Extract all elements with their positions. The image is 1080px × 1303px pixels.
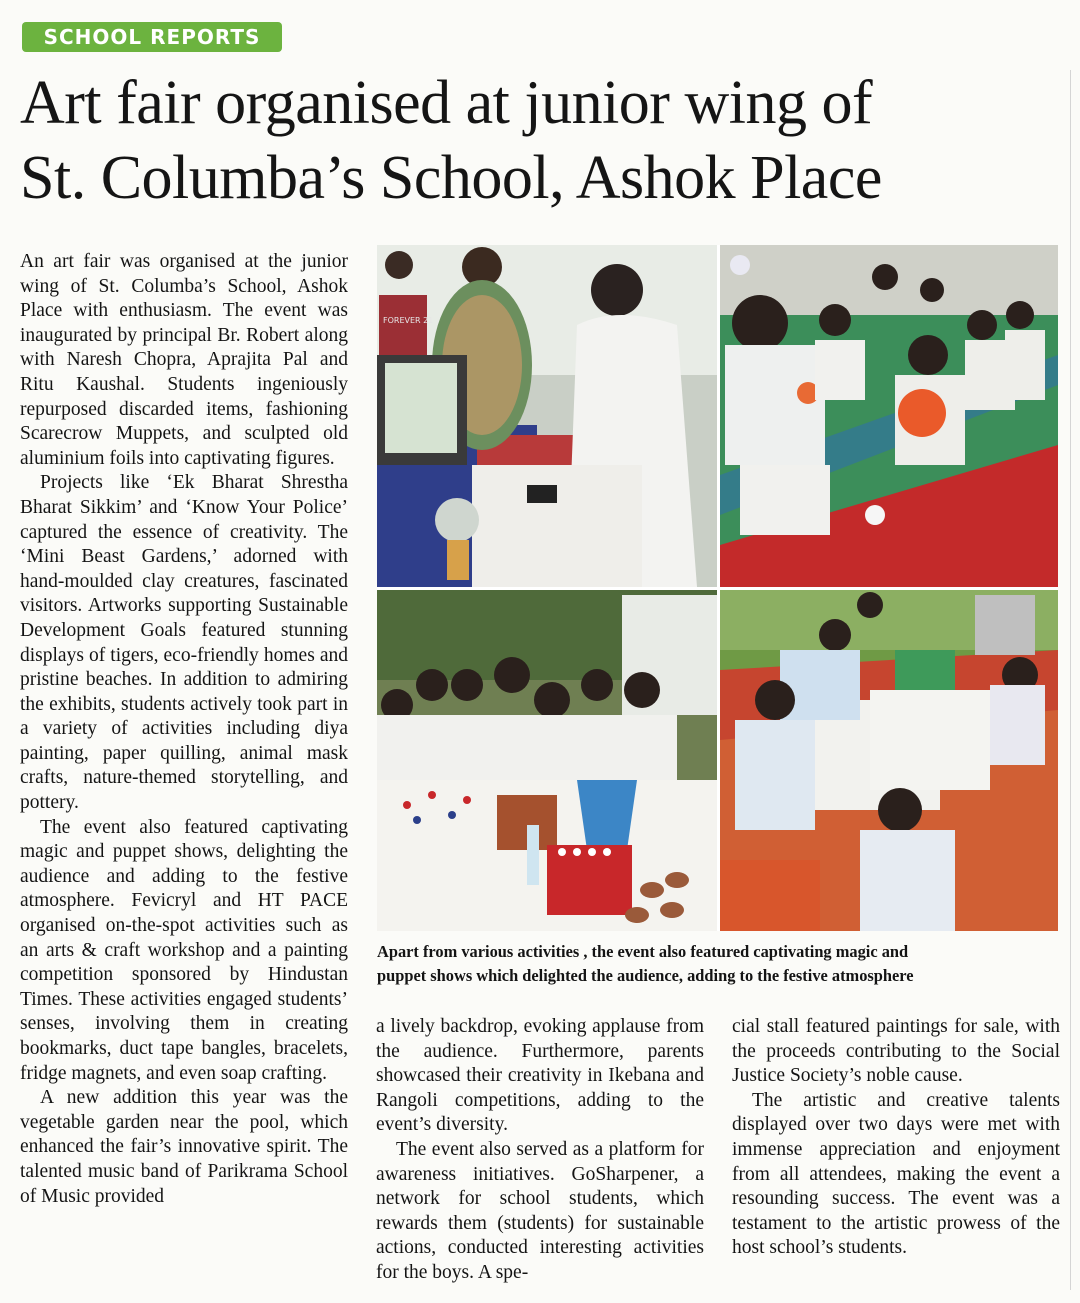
article-paragraph: The event also served as a platform for awareness initiatives. GoSharpener, a network for school students, which rewards them (students) for sustainable actions, conducted interesting activities for the boys. A spe-: [376, 1138, 704, 1283]
headline: [20, 66, 1060, 216]
article-paragraph: A new addition this year was the vegetable garden near the pool, which enhanced the fair’s innovative spirit. The talented music band of Parikrama School of Music provided: [20, 1087, 348, 1207]
page-edge-divider: [1070, 70, 1071, 1290]
article-paragraph: An art fair was organised at the junior wing of St. Columba’s School, Ashok Place with enthusiasm. The event was inaugurated by principal Br. Robert along with Naresh Chopra, Aprajita Pal and Ritu Kaushal. Students ingeniously repurposed discarded items, fashioning Scarecrow Muppets, and sculpted old aluminium foils into captivating figures.: [20, 251, 348, 469]
article-paragraph: The artistic and creative talents displayed over two days were met with immense appreciation and enjoyment from all attendees, making the event a resounding success. The event was a testament to the artistic prowess of the host school’s students.: [732, 1089, 1060, 1259]
photo-children-drawing: [720, 590, 1058, 931]
headline-line-1: Art fair organised at junior wing of: [20, 69, 873, 137]
photo-caption: [377, 940, 1067, 988]
article-paragraph: Projects like ‘Ek Bharat Shrestha Bharat Sikkim’ and ‘Know Your Police’ captured the essence of creativity. The ‘Mini Beast Gardens,’ adorned with hand-moulded clay creatures, fascinated visitors. Artworks supporting Sustainable Development Goals featured stunning displays of tigers, eco-friendly homes and pristine beaches. In addition to admiring the exhibits, students actively took part in a variety of activities including diya painting, paper quilling, animal mask crafts, nature-themed storytelling, and pottery.: [20, 472, 348, 814]
article-column-2: [376, 1015, 704, 1286]
section-label: SCHOOL REPORTS: [22, 22, 282, 52]
shirt-print-text: FOREVER 21: [383, 316, 434, 325]
article-column-1: [20, 250, 348, 1209]
caption-line-1: Apart from various activities , the event also featured captivating magic and: [377, 942, 909, 961]
caption-line-2: puppet shows which delighted the audience, adding to the festive atmosphere: [377, 966, 914, 985]
article-paragraph: a lively backdrop, evoking applause from the audience. Furthermore, parents showcased their creativity in Ikebana and Rangoli competitions, adding to the event’s diversity.: [376, 1016, 704, 1136]
article-paragraph: The event also featured captivating magic and puppet shows, delighting the audience and adding to the festive atmosphere. Fevicryl and HT PACE organised on-the-spot activities such as an arts & craft workshop and a painting competition sponsored by Hindustan Times. These activities engaged students’ senses, involving them in creating bookmarks, duct tape bangles, bracelets, fridge magnets, and even soap crafting.: [20, 816, 348, 1084]
photo-children-painting: [377, 590, 717, 931]
photo-art-stall: [377, 245, 717, 587]
article-paragraph: cial stall featured paintings for sale, with the proceeds contributing to the Social Justice Society’s noble cause.: [732, 1016, 1060, 1087]
article-column-3: [732, 1015, 1060, 1261]
photo-children-balloons: [720, 245, 1058, 587]
photo-collage: [377, 245, 1058, 931]
headline-line-2: St. Columba’s School, Ashok Place: [20, 144, 882, 212]
